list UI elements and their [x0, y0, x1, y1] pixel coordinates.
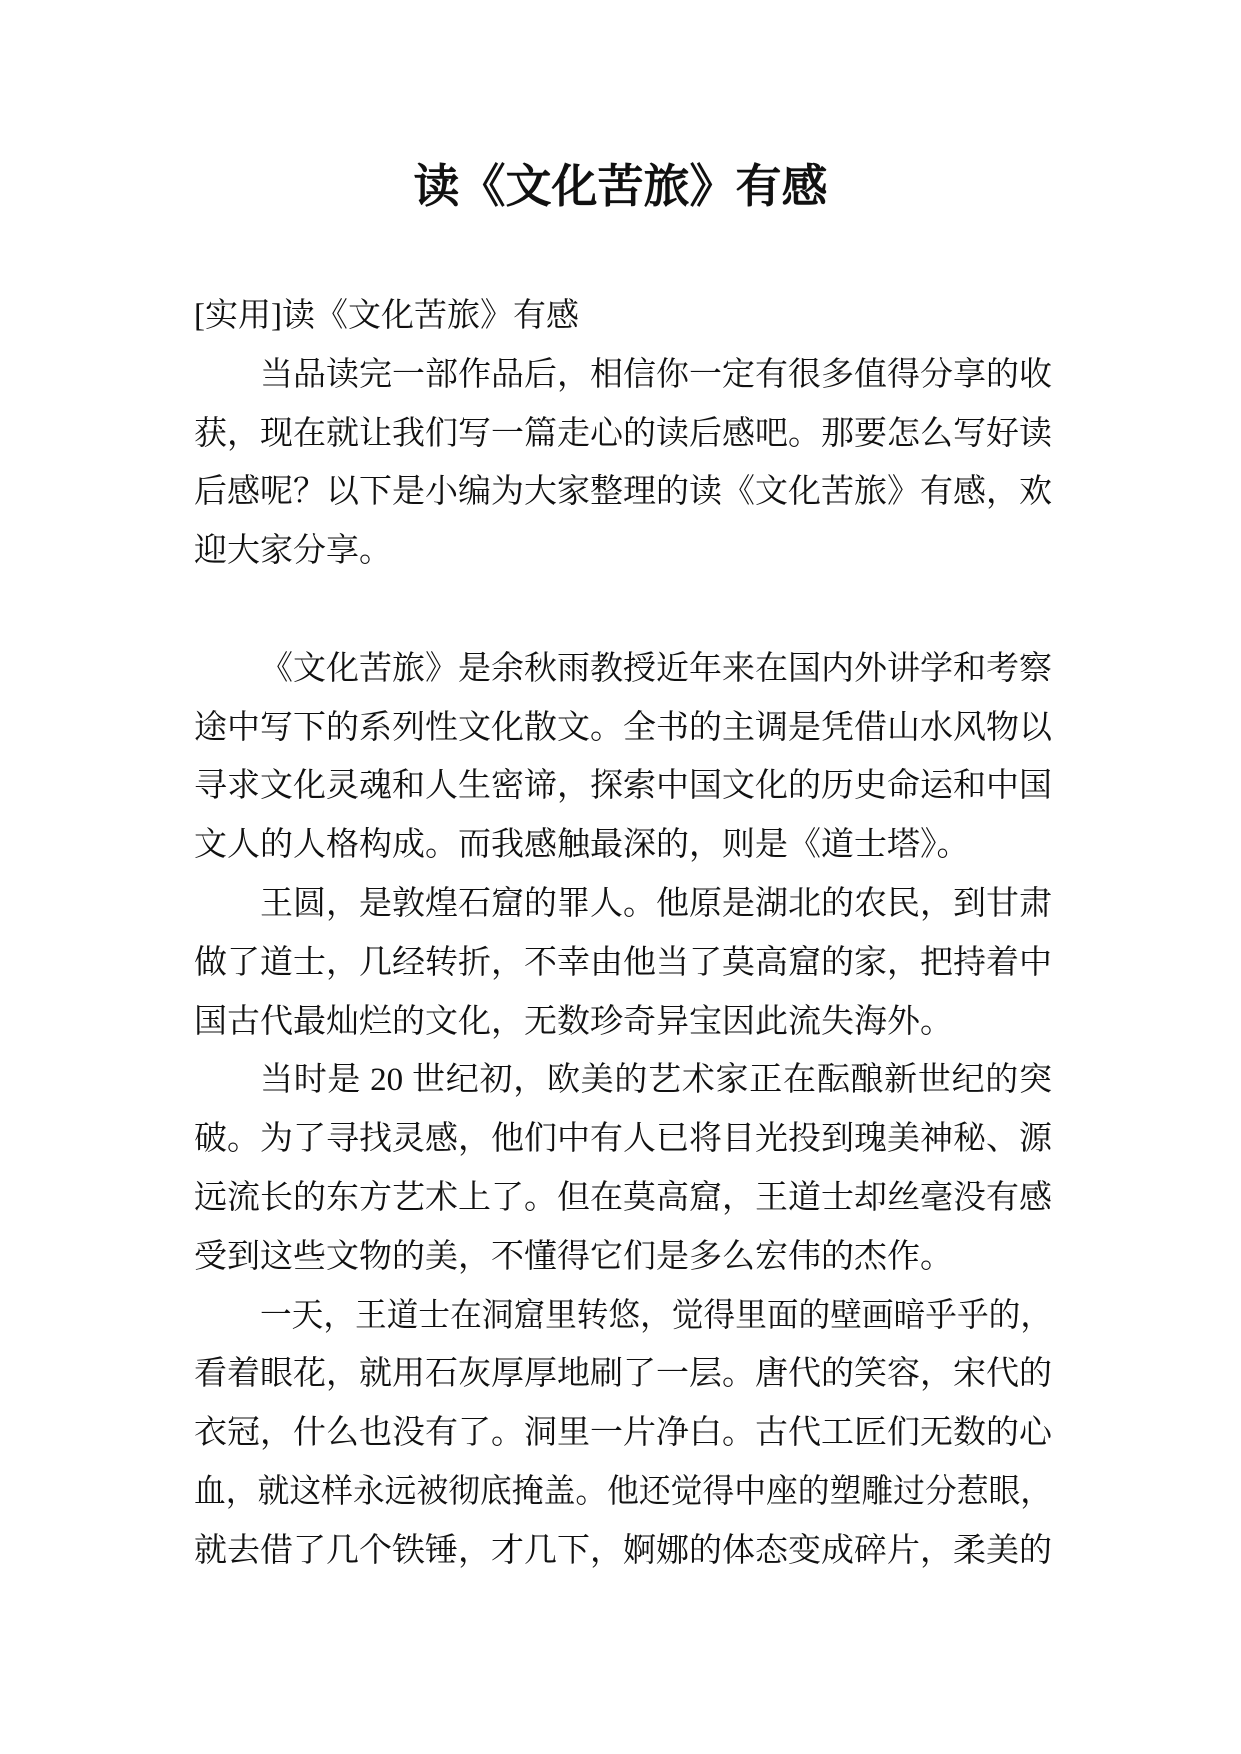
- text-line: 寻求文化灵魂和人生密谛，探索中国文化的历史命运和中国: [194, 768, 1052, 805]
- text-line: 一天，王道士在洞窟里转悠，觉得里面的壁画暗乎乎的，: [260, 1297, 1052, 1334]
- document-body: [194, 287, 1052, 1581]
- text-line: 做了道士，几经转折，不幸由他当了莫高窟的家，把持着中: [194, 944, 1052, 981]
- text-line: 获，现在就让我们写一篇走心的读后感吧。那要怎么写好读: [194, 415, 1052, 452]
- text-line: 后感呢？以下是小编为大家整理的读《文化苦旅》有感，欢: [194, 474, 1052, 511]
- text-line: 文人的人格构成。而我感触最深的，则是《道士塔》。: [194, 827, 970, 864]
- text-line: 当时是 20 世纪初，欧美的艺术家正在酝酿新世纪的突: [260, 1062, 1052, 1099]
- text-line: 血，就这样永远被彻底掩盖。他还觉得中座的塑雕过分惹眼，: [194, 1473, 1053, 1510]
- text-line: 国古代最灿烂的文化，无数珍奇异宝因此流失海外。: [194, 1003, 953, 1040]
- text-line: 迎大家分享。: [194, 533, 392, 570]
- paragraph: [194, 1287, 1052, 1581]
- paragraph: [194, 875, 1052, 1051]
- paragraph: [194, 1051, 1052, 1286]
- paragraph: [194, 346, 1052, 581]
- text-line: 途中写下的系列性文化散文。全书的主调是凭借山水风物以: [194, 709, 1052, 746]
- text-line: 就去借了几个铁锤，才几下，婀娜的体态变成碎片，柔美的: [194, 1532, 1052, 1569]
- blank-line: [194, 581, 1052, 640]
- text-line: 受到这些文物的美，不懂得它们是多么宏伟的杰作。: [194, 1238, 953, 1275]
- text-line: 破。为了寻找灵感，他们中有人已将目光投到瑰美神秘、源: [194, 1121, 1052, 1158]
- text-line: 《文化苦旅》是余秋雨教授近年来在国内外讲学和考察: [260, 650, 1052, 687]
- paragraph: [194, 640, 1052, 875]
- document-title: 读《文化苦旅》有感: [413, 159, 828, 213]
- text-line: 衣冠，什么也没有了。洞里一片净白。古代工匠们无数的心: [194, 1415, 1052, 1452]
- document-subtitle: [实用]读《文化苦旅》有感: [194, 298, 579, 334]
- text-line: 看着眼花，就用石灰厚厚地刷了一层。唐代的笑容，宋代的: [194, 1356, 1052, 1393]
- text-line: 当品读完一部作品后，相信你一定有很多值得分享的收: [260, 356, 1052, 393]
- text-line: 王圆，是敦煌石窟的罪人。他原是湖北的农民，到甘肃: [260, 885, 1052, 922]
- text-line: 远流长的东方艺术上了。但在莫高窟，王道士却丝毫没有感: [194, 1179, 1052, 1216]
